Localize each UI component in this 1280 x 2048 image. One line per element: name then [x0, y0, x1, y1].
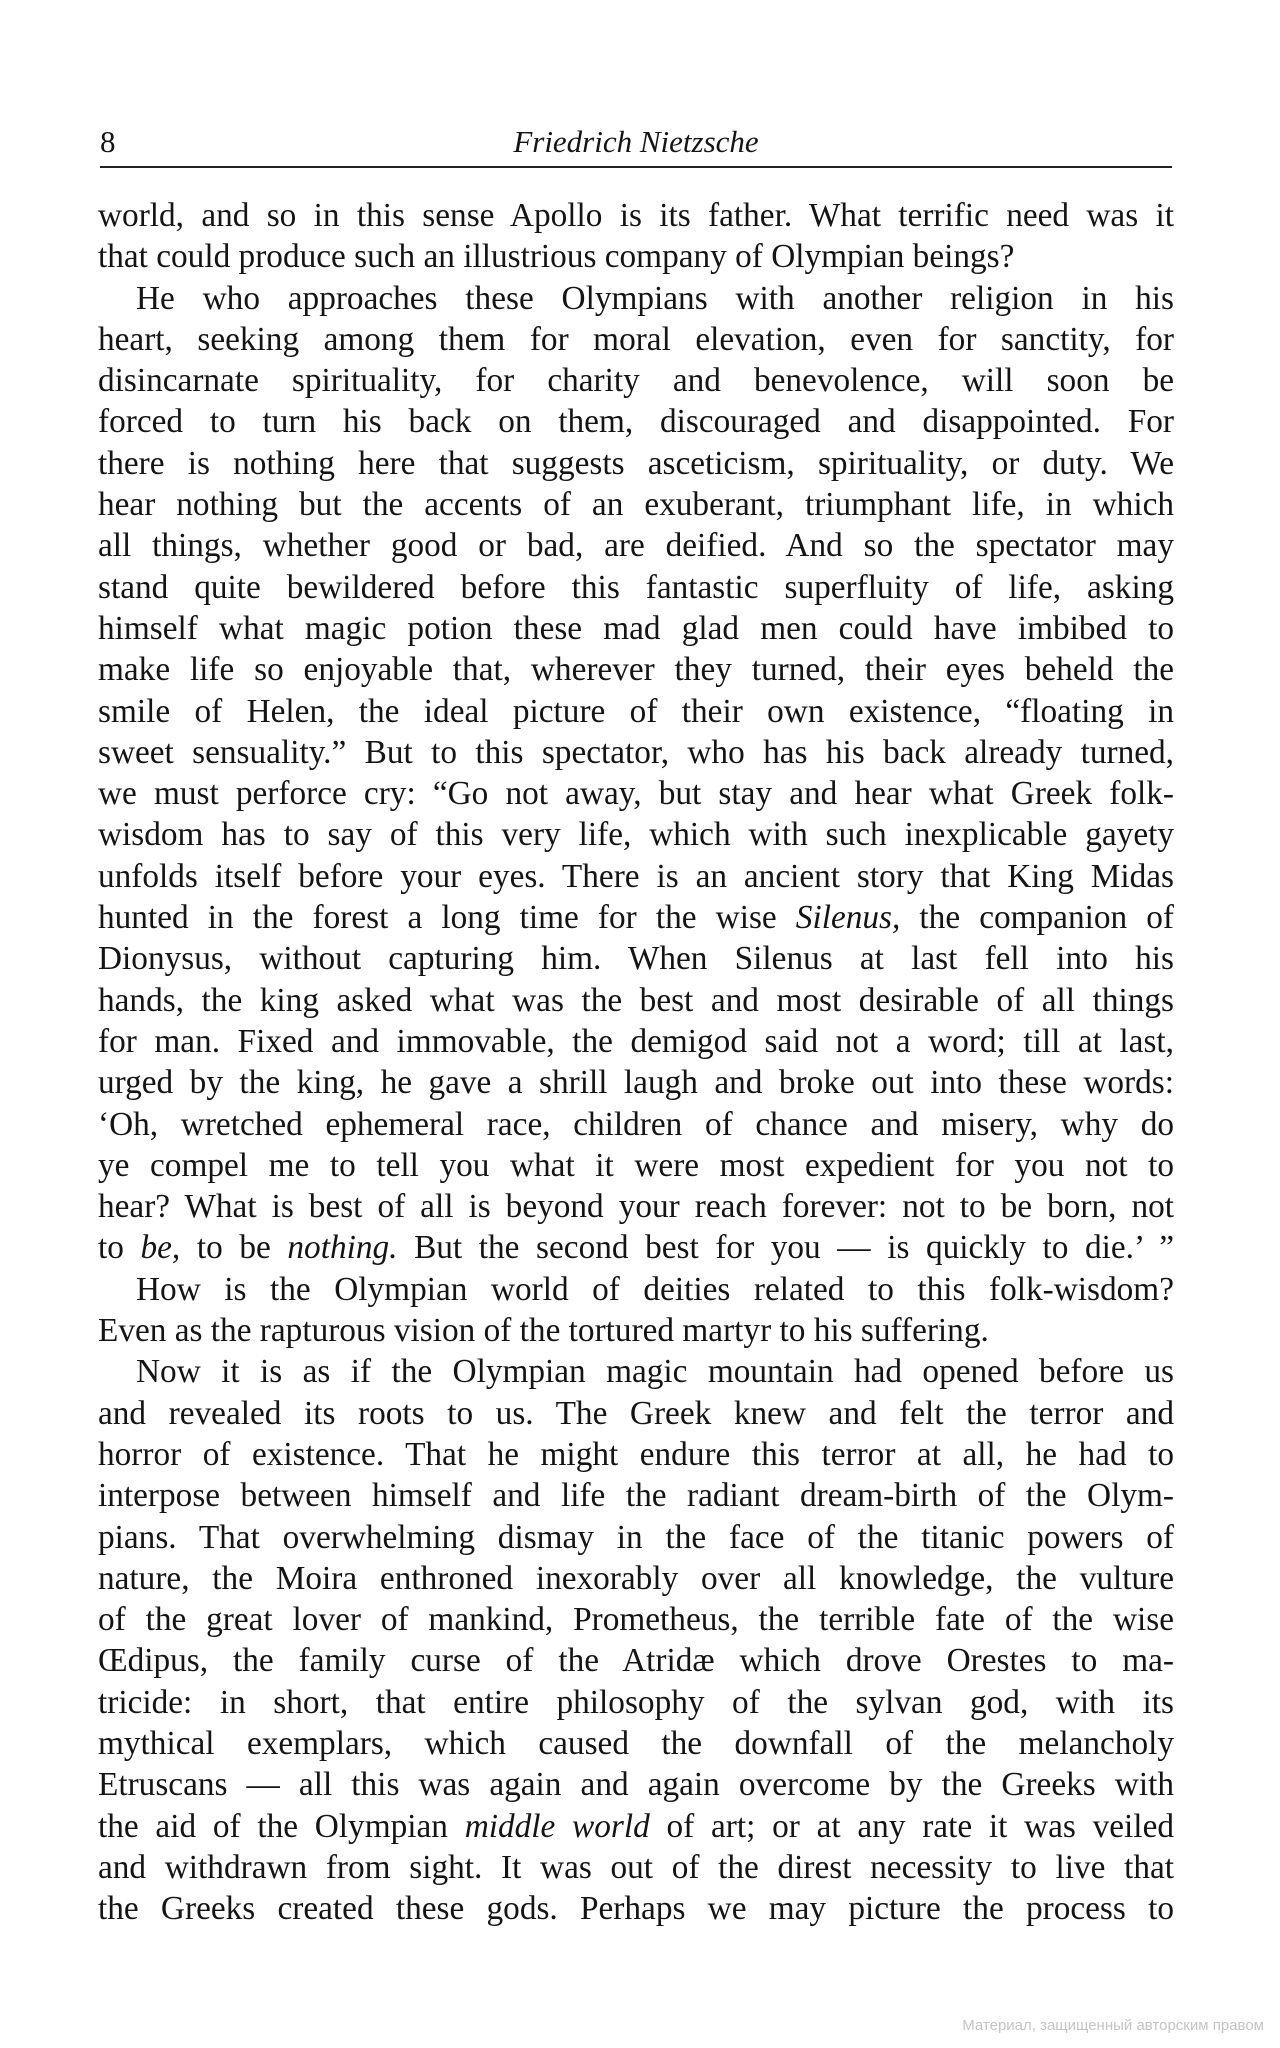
text-run: of art; or at any rate it was veiled — [649, 1807, 1174, 1845]
text-run: But the second best for you — is quickly to die.’ ” — [397, 1229, 1174, 1267]
text-line: smile of Helen, the ideal picture of their own existence, “floating in — [98, 692, 1174, 730]
copyright-watermark: Материал, защищенный авторским правом — [962, 2017, 1264, 2034]
text-line: Œdipus, the family curse of the Atridæ which drove Orestes to ma- — [98, 1642, 1174, 1680]
text-line: Etruscans — all this was again and again overcome by the Greeks with — [98, 1766, 1174, 1804]
text-line: for man. Fixed and immovable, the demigod said not a word; till at last, — [98, 1022, 1174, 1060]
text-line: there is nothing here that suggests asceticism, spirituality, or duty. We — [98, 444, 1174, 482]
text-line: make life so enjoyable that, wherever they turned, their eyes beheld the — [98, 651, 1174, 689]
body-text — [98, 195, 1174, 1929]
italic-phrase: nothing. — [287, 1229, 398, 1267]
text-line: unfolds itself before your eyes. There is an ancient story that King Midas — [98, 857, 1174, 895]
italic-phrase: be, — [140, 1229, 181, 1267]
text-line: urged by the king, he gave a shrill laugh and broke out into these words: — [98, 1064, 1174, 1102]
text-line: the Greeks created these gods. Perhaps we may picture the process to — [98, 1890, 1174, 1928]
text-line: himself what magic potion these mad glad men could have imbibed to — [98, 609, 1174, 647]
text-line: disincarnate spirituality, for charity and benevolence, will soon be — [98, 362, 1174, 400]
text-line: tricide: in short, that entire philosophy of the sylvan god, with its — [98, 1683, 1174, 1721]
text-line: and withdrawn from sight. It was out of the direst necessity to live that — [98, 1848, 1174, 1886]
text-line: hands, the king asked what was the best and most desirable of all things — [98, 981, 1174, 1019]
page-number: 8 — [100, 124, 116, 159]
text-run: hunted in the forest a long time for the wise — [98, 899, 796, 937]
text-line: mythical exemplars, which caused the downfall of the melancholy — [98, 1724, 1174, 1762]
text-line: and revealed its roots to us. The Greek knew and felt the terror and — [98, 1394, 1174, 1432]
text-run: to — [98, 1229, 141, 1267]
text-line — [98, 897, 1174, 938]
text-line: ‘Oh, wretched ephemeral race, children of chance and misery, why do — [98, 1105, 1174, 1143]
running-title: Friedrich Nietzsche — [513, 124, 759, 159]
text-line: pians. That overwhelming dismay in the face of the titanic powers of — [98, 1518, 1174, 1556]
text-line: Now it is as if the Olympian magic mountain had opened before us — [136, 1353, 1174, 1391]
italic-phrase: middle world — [464, 1807, 650, 1845]
text-line: horror of existence. That he might endure this terror at all, he had to — [98, 1435, 1174, 1473]
text-line — [98, 1806, 1174, 1847]
text-line: hear nothing but the accents of an exuberant, triumphant life, in which — [98, 486, 1174, 524]
text-run: the aid of the Olympian — [98, 1807, 465, 1845]
text-line: forced to turn his back on them, discouraged and disappointed. For — [98, 403, 1174, 441]
text-line: sweet sensuality.” But to this spectator, who has his back already turned, — [98, 733, 1174, 771]
text-line: that could produce such an illustrious company of Olympian beings? — [98, 238, 1015, 276]
text-run: to be — [180, 1229, 288, 1267]
italic-phrase: Silenus, — [795, 899, 901, 937]
text-line: interpose between himself and life the radiant dream-birth of the Olym- — [98, 1477, 1174, 1515]
text-line: He who approaches these Olympians with another religion in his — [136, 279, 1174, 317]
text-line: nature, the Moira enthroned inexorably over all knowledge, the vulture — [98, 1559, 1174, 1597]
header-rule — [100, 166, 1172, 168]
text-line: How is the Olympian world of deities related to this folk-wisdom? — [136, 1270, 1174, 1308]
text-line: all things, whether good or bad, are deified. And so the spectator may — [98, 527, 1174, 565]
text-line: we must perforce cry: “Go not away, but stay and hear what Greek folk- — [98, 775, 1174, 813]
text-run: the companion of — [900, 899, 1175, 937]
text-line: Even as the rapturous vision of the tortured martyr to his suffering. — [98, 1312, 989, 1350]
text-line: heart, seeking among them for moral elevation, even for sanctity, for — [98, 320, 1174, 358]
text-line: Dionysus, without capturing him. When Silenus at last fell into his — [98, 940, 1174, 978]
text-line: hear? What is best of all is beyond your reach forever: not to be born, not — [98, 1188, 1174, 1226]
text-line: ye compel me to tell you what it were most expedient for you not to — [98, 1146, 1174, 1184]
text-line: of the great lover of mankind, Prometheus, the terrible fate of the wise — [98, 1601, 1174, 1639]
text-line: wisdom has to say of this very life, which with such inexplicable gayety — [98, 816, 1174, 854]
text-line — [98, 1227, 1174, 1268]
running-head — [100, 120, 1172, 164]
text-line: world, and so in this sense Apollo is its father. What terrific need was it — [98, 197, 1174, 234]
text-line: stand quite bewildered before this fantastic superfluity of life, asking — [98, 568, 1174, 606]
